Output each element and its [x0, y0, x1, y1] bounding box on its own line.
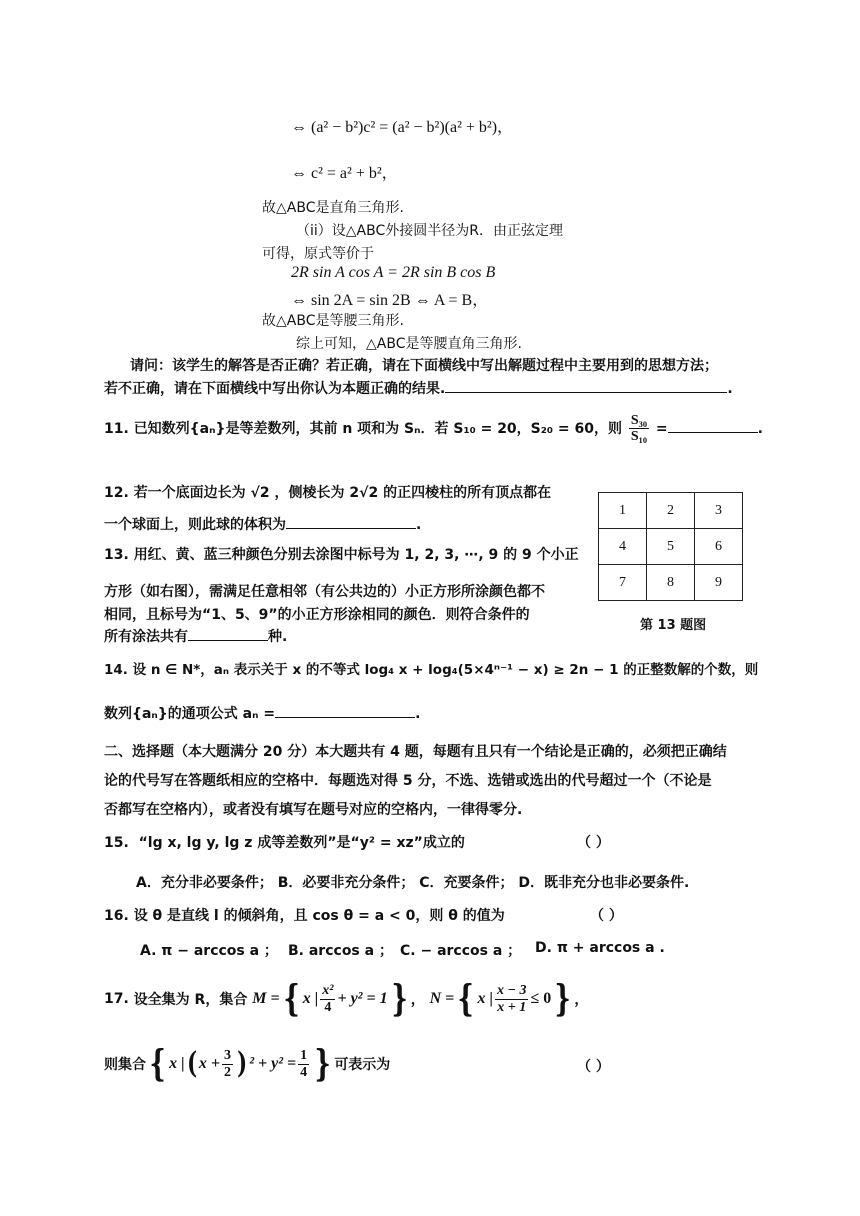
q12-line1: 12. 若一个底面边长为 √2 ，侧棱长为 2√2 的正四棱柱的所有顶点都在: [104, 485, 552, 501]
section2-line3: 否都写在空格内），或者没有填写在题号对应的空格内，一律得零分.: [104, 802, 523, 818]
q15-options: A．充分非必要条件； B．必要非充分条件； C．充要条件； D．既非充分也非必要条件.: [136, 875, 690, 891]
grid-cell: 5: [647, 529, 695, 565]
q17-line2: 则集合 { x | ( x + $\frac{3}{2}$ ) ² + y² = $\frac{1}{4}$ } 可表示为: [104, 1043, 391, 1085]
section2-line2: 论的代号写在答题纸相应的空格中．每题选对得 5 分，不选、选错或选出的代号超过一个（不论是: [104, 773, 712, 789]
q11: 11. 已知数列{aₙ}是等差数列，其前 n 项和为 Sₙ．若 S₁₀ = 20，S₂₀ = 60，则 $\frac{\text{S₃₀}}{\text{S₁₀}}$ = .: [104, 413, 763, 445]
grid-cell: 9: [695, 565, 743, 601]
q11-number: 11.: [104, 420, 129, 437]
q15: 15. “lg x, lg y, lg z 成等差数列”是“y² = xz”成立的: [104, 835, 465, 851]
q13-line2: 方形（如右图），需满足任意相邻（有公共边的）小正方形所涂颜色都不: [104, 584, 545, 600]
q16-option-b: B. arccos a ；: [288, 943, 393, 959]
q12-blank: [286, 514, 416, 529]
q17-answer-paren: （ ）: [577, 1059, 610, 1075]
q14-blank: [275, 703, 415, 718]
q14-line2: 数列{aₙ}的通项公式 aₙ = .: [104, 703, 420, 723]
solution-conclusion-2: 故△ABC是等腰三角形.: [262, 313, 404, 329]
q16-option-a: A. π − arccos a ；: [140, 943, 278, 959]
q13-line3: 相同，且标号为“1、5、9”的小正方形涂相同的颜色．则符合条件的: [104, 607, 530, 623]
q16: 16. 设 θ 是直线 l 的倾斜角，且 cos θ = a < 0，则 θ 的值为: [104, 908, 505, 924]
q13-caption: 第 13 题图: [640, 618, 707, 633]
solution-conclusion-1: 故△ABC是直角三角形.: [262, 200, 404, 216]
question-prompt-line2: 若不正确，请在下面横线中写出你认为本题正确的结果. .: [104, 378, 733, 398]
solution-step1: ⇔ (a² − b²)c² = (a² − b²)(a² + b²)，: [291, 119, 514, 136]
solution-eq1: 2R sin A cos A = 2R sin B cos B: [291, 264, 496, 281]
solution-part2-intro: （ii）设△ABC外接圆半径为R．由正弦定理: [296, 223, 563, 239]
q17-line1: 17. 设全集为 R，集合 M = { x | $\frac{\text{x²}}{4}$ + y² = 1 } ， N = { x | $\frac{x - 3}{x + 1}$ ≤ 0 } ，: [104, 978, 589, 1020]
question-prompt-line1: 请问：该学生的解答是否正确？若正确，请在下面横线中写出解题过程中主要用到的思想方法；: [130, 358, 718, 374]
solution-summary: 综上可知，△ABC是等腰直角三角形.: [296, 336, 522, 352]
solution-step2: ⇔ c² = a² + b²，: [291, 165, 398, 182]
q15-answer-paren: （ ）: [577, 835, 610, 851]
section2-line1: 二、选择题（本大题满分 20 分）本大题共有 4 题，每题有且只有一个结论是正确的，必须把正确结: [104, 744, 727, 760]
grid-cell: 3: [695, 493, 743, 529]
grid-cell: 1: [599, 493, 647, 529]
solution-part2-cont: 可得，原式等价于: [262, 246, 374, 262]
grid-cell: 4: [599, 529, 647, 565]
q16-option-c: C. − arccos a ；: [400, 943, 522, 959]
grid-cell: 6: [695, 529, 743, 565]
answer-blank: [445, 378, 727, 393]
q13-grid-figure: [598, 492, 743, 601]
q12-line2: 一个球面上，则此球的体积为 .: [104, 514, 421, 534]
q16-answer-paren: （ ）: [590, 908, 623, 924]
q11-blank: [668, 418, 758, 433]
q11-fraction: $\frac{\text{S₃₀}}{\text{S₁₀}}$: [630, 413, 648, 445]
q13-line1: 13. 用红、黄、蓝三种颜色分别去涂图中标号为 1, 2, 3, ⋯, 9 的 9 个小正: [104, 547, 579, 563]
q13-line4: 所有涂法共有 种.: [104, 626, 287, 646]
q11-text: 已知数列{aₙ}是等差数列，其前 n 项和为 Sₙ．若 S₁₀ = 20，S₂₀ = 60，则: [133, 420, 622, 437]
grid-cell: 2: [647, 493, 695, 529]
solution-eq2: ⇔ sin 2A = sin 2B ⇔ A = B，: [291, 292, 489, 309]
q14-line1: 14. 设 n ∈ N*，aₙ 表示关于 x 的不等式 log₄ x + log₄(5×4ⁿ⁻¹ − x) ≥ 2n − 1 的正整数解的个数，则: [104, 662, 759, 678]
q16-option-d: D. π + arccos a .: [535, 940, 665, 956]
q13-blank: [188, 626, 268, 641]
grid-cell: 8: [647, 565, 695, 601]
grid-cell: 7: [599, 565, 647, 601]
